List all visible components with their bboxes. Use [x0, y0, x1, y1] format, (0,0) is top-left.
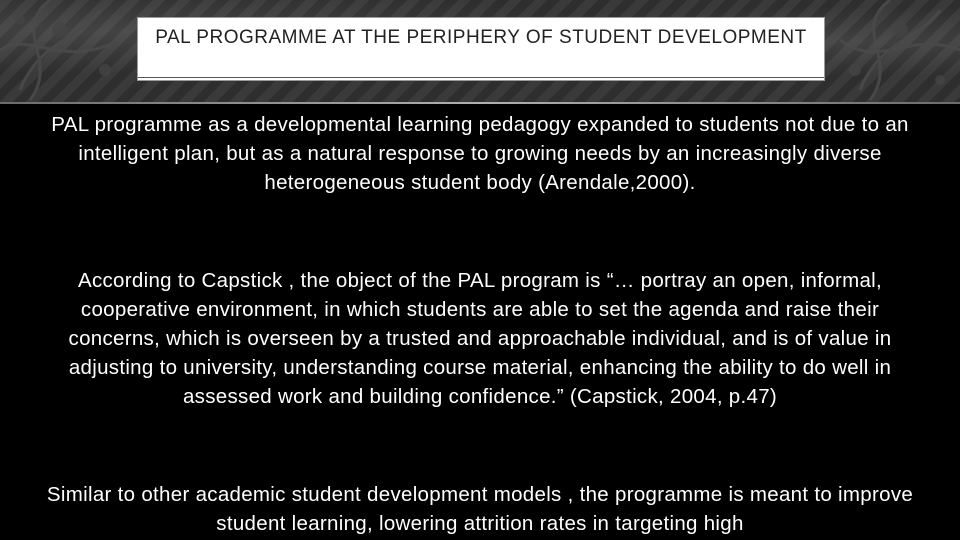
- body-paragraph-2: According to Capstick , the object of the PAL program is “… portray an open, informal, cooperative environment, in which students are able to set the agenda and raise their concerns, which is overseen by a trusted and approachable individual, and is of value in adjusting to university, understanding course material, enhancing the ability to do well in assessed work and building confidence.” (Capstick, 2004, p.47): [68, 269, 892, 408]
- body-paragraph-3: Similar to other academic student development models , the programme is meant to improve student learning, lowering attrition rates in targeting high: [46, 483, 914, 535]
- title-box: [137, 17, 825, 81]
- body-paragraph-1: PAL programme as a developmental learning pedagogy expanded to students not due to an intelligent plan, but as a natural response to growing needs by an increasingly diverse heterogeneous student body (Arendale,2000).: [51, 113, 909, 194]
- header-divider-line: [0, 102, 960, 104]
- slide-title: PAL PROGRAMME AT THE PERIPHERY OF STUDENT DEVELOPMENT: [155, 27, 807, 48]
